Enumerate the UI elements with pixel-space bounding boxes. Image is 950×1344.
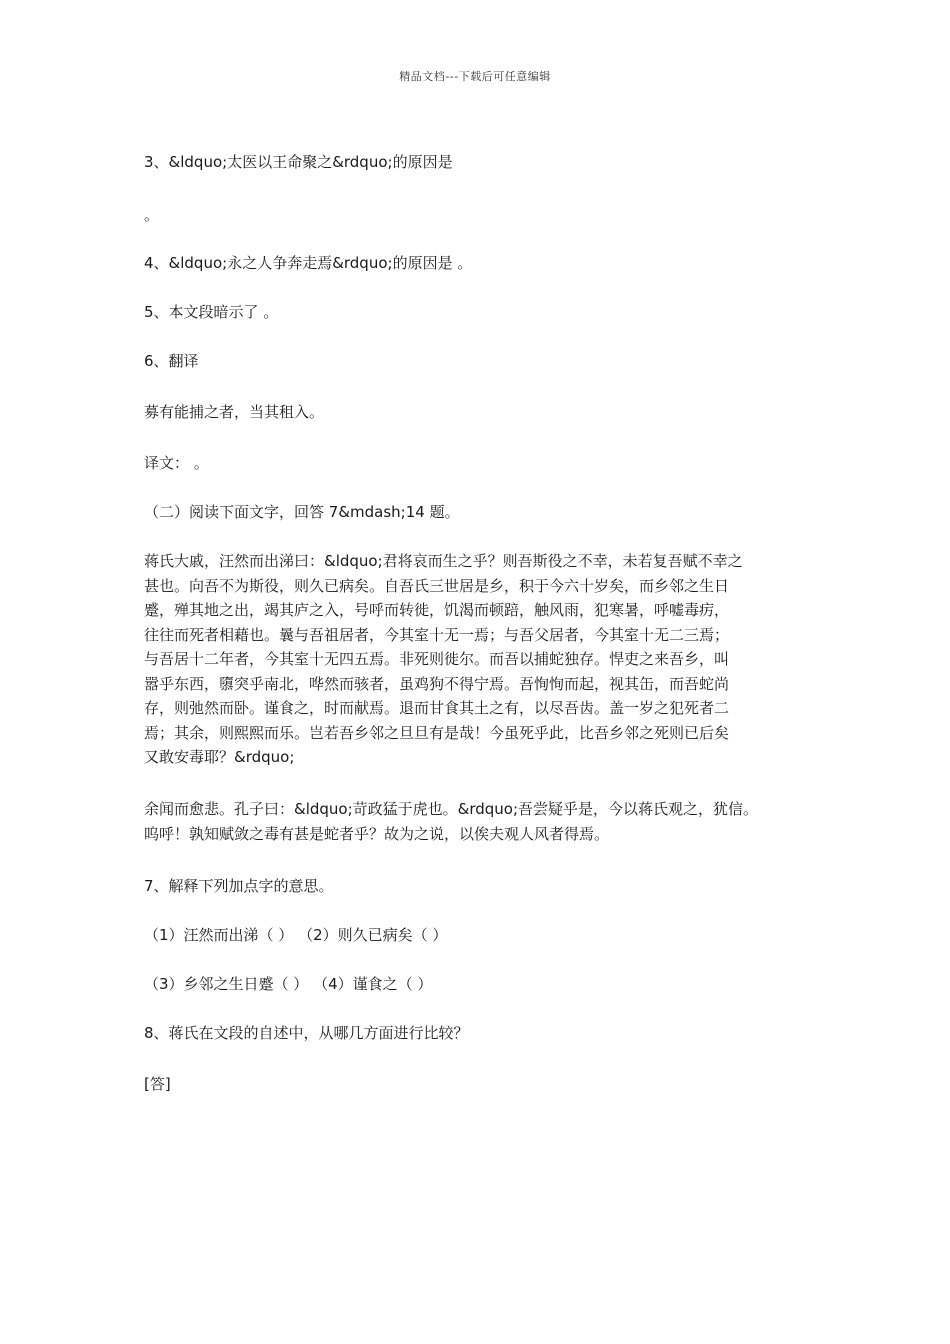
question-7-row-2: （3）乡邻之生日蹙（ ） （4）谨食之（ ）	[144, 975, 433, 993]
question-3-blank: 。	[144, 206, 160, 224]
question-8: 8、蒋氏在文段的自述中，从哪几方面进行比较？	[144, 1024, 469, 1042]
question-6: 6、翻译	[144, 352, 199, 370]
question-6-sentence: 募有能捕之者，当其租入。	[144, 403, 325, 421]
passage-line: 焉；其余，则熙熙而乐。岂若吾乡邻之旦旦有是哉！今虽死乎此，比吾乡邻之死则已后矣	[144, 723, 730, 742]
passage-paragraph-2	[144, 797, 824, 846]
question-3: 3、&ldquo;太医以王命聚之&rdquo;的原因是	[144, 153, 453, 171]
passage-line: 嚣乎东西，隳突乎南北，哗然而骇者，虽鸡狗不得宁焉。吾恂恂而起，视其缶，而吾蛇尚	[144, 674, 730, 693]
question-6-translation: 译文： 。	[144, 454, 209, 472]
question-8-answer: [答]	[144, 1075, 171, 1093]
passage-line: 与吾居十二年者，今其室十无四五焉。非死则徙尔。而吾以捕蛇独存。悍吏之来吾乡，叫	[144, 650, 730, 668]
question-5: 5、本文段暗示了 。	[144, 303, 279, 321]
passage-line: 余闻而愈悲。孔子曰：&ldquo;苛政猛于虎也。&rdquo;吾尝疑乎是，今以蒋氏观之，犹信。	[144, 800, 759, 818]
page-header: 精品文档---下载后可任意编辑	[399, 70, 551, 83]
passage-line: 往往而死者相藉也。曩与吾祖居者，今其室十无一焉；与吾父居者，今其室十无二三焉；	[144, 625, 730, 644]
question-4: 4、&ldquo;永之人争奔走焉&rdquo;的原因是 。	[144, 254, 473, 272]
passage-line: 甚也。向吾不为斯役，则久已病矣。自吾氏三世居是乡，积于今六十岁矣，而乡邻之生日	[144, 576, 730, 595]
passage-line: 呜呼！孰知赋敛之毒有甚是蛇者乎？故为之说，以俟夫观人风者得焉。	[144, 824, 610, 843]
passage-line: 蒋氏大戚，汪然而出涕曰：&ldquo;君将哀而生之乎？则吾斯役之不幸，未若复吾赋不幸之	[144, 552, 743, 570]
question-7-row-1: （1）汪然而出涕（ ） （2）则久已病矣（ ）	[144, 926, 448, 944]
passage-line: 又敢安毒耶？&rdquo;	[144, 748, 295, 766]
passage-line: 蹙，殚其地之出，竭其庐之入，号呼而转徙，饥渴而顿踣，触风雨，犯寒暑，呼嘘毒疠，	[144, 601, 730, 619]
section-2-title: （二）阅读下面文字，回答 7&mdash;14 题。	[144, 503, 460, 521]
question-7: 7、解释下列加点字的意思。	[144, 877, 334, 895]
passage-paragraph-1	[144, 549, 824, 770]
passage-line: 存，则弛然而卧。谨食之，时而献焉。退而甘食其土之有，以尽吾齿。盖一岁之犯死者二	[144, 699, 730, 717]
